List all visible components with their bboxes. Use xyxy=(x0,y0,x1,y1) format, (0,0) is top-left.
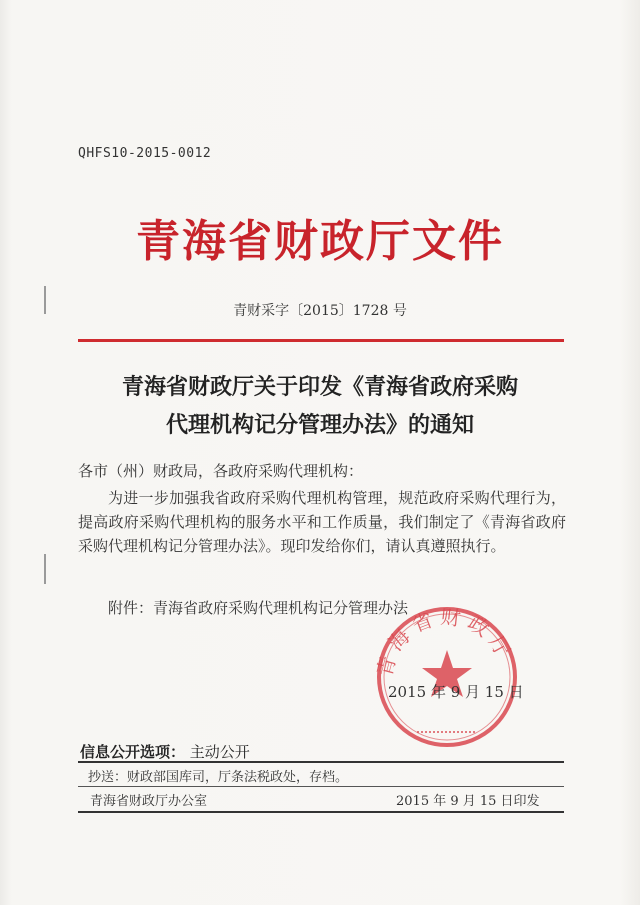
notice-title xyxy=(60,368,580,444)
document-number: 青财采字〔2015〕1728 号 xyxy=(233,303,407,319)
official-seal-icon xyxy=(372,602,522,752)
print-date: 2015 年 9 月 15 日印发 xyxy=(396,794,540,809)
notice-title-line-1: 青海省财政厅关于印发《青海省政府采购 xyxy=(121,374,518,400)
issuing-office: 青海省财政厅办公室 xyxy=(90,794,208,809)
footer-rule-middle xyxy=(78,786,564,787)
footer-rule-top xyxy=(78,761,564,763)
document-code: QHFS10-2015-0012 xyxy=(78,146,212,161)
red-separator-line xyxy=(78,339,564,342)
salutation: 各市（州）财政局，各政府采购代理机构： xyxy=(78,462,364,480)
disclosure-option xyxy=(80,741,250,762)
notice-title-line-2: 代理机构记分管理办法》的通知 xyxy=(165,412,474,438)
disclosure-value: 主动公开 xyxy=(189,743,250,761)
disclosure-label: 信息公开选项： xyxy=(80,743,186,761)
binding-mark xyxy=(44,554,46,584)
carbon-copy-line: 抄送：财政部国库司，厅条法税政处，存档。 xyxy=(88,770,349,785)
issuing-authority-header: 青海省财政厅文件 xyxy=(136,216,504,267)
signing-date: 2015 年 9 月 15 日 xyxy=(388,683,524,701)
body-paragraph: 为进一步加强我省政府采购代理机构管理，规范政府采购代理行为，提高政府采购代理机构的服务水平和工作质量，我们制定了《青海省政府采购代理机构记分管理办法》。现印发给你们，请认真遵照执行。 xyxy=(78,489,566,555)
footer-rule-bottom xyxy=(78,811,564,813)
attachment-line: 附件：青海省政府采购代理机构记分管理办法 xyxy=(108,599,409,617)
svg-text:青海省财政厅: 青海省财政厅 xyxy=(372,604,518,680)
